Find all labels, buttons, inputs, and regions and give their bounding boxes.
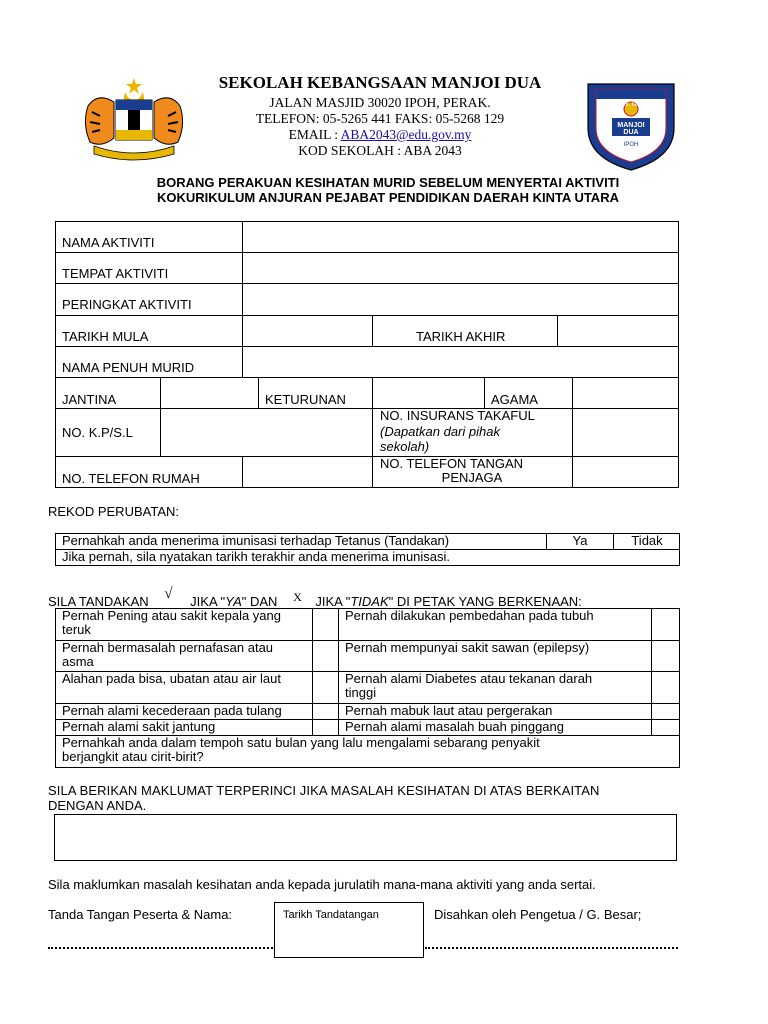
rekod-perubatan-heading: REKOD PERUBATAN: xyxy=(48,504,179,519)
tetanus-tidak-option[interactable]: Tidak xyxy=(631,533,663,548)
condition-left-4-checkbox[interactable] xyxy=(313,704,338,719)
condition-left-5-checkbox[interactable] xyxy=(313,720,338,735)
check-symbol: √ xyxy=(164,586,173,602)
signature-label: Tanda Tangan Peserta & Nama: xyxy=(48,907,233,922)
jantina-label: JANTINA xyxy=(62,392,117,407)
condition-right-5-checkbox[interactable] xyxy=(652,720,679,735)
keturunan-field[interactable] xyxy=(373,378,483,408)
condition-right-5: Pernah alami masalah buah pinggang xyxy=(345,719,564,734)
no-telefon-rumah-field[interactable] xyxy=(243,457,371,487)
nama-penuh-murid-field[interactable] xyxy=(243,347,678,377)
no-kp-field[interactable] xyxy=(161,409,371,455)
condition-left-4: Pernah alami kecederaan pada tulang xyxy=(62,703,282,718)
tetanus-date-prompt: Jika pernah, sila nyatakan tarikh terakhir anda menerima imunisasi. xyxy=(62,549,451,564)
condition-right-2: Pernah mempunyai sakit sawan (epilepsy) xyxy=(345,640,590,655)
no-insurans-label: NO. INSURANS TAKAFUL xyxy=(380,408,535,423)
signature-dotted-line-left[interactable] xyxy=(48,947,273,949)
condition-right-1-checkbox[interactable] xyxy=(652,609,679,640)
form-title-line-2: KOKURIKULUM ANJURAN PEJABAT PENDIDIKAN DAERAH KINTA UTARA xyxy=(157,190,619,205)
jantina-field[interactable] xyxy=(161,378,257,408)
condition-right-3-checkbox[interactable] xyxy=(652,672,679,703)
tarikh-akhir-field[interactable] xyxy=(558,316,678,346)
insurans-note-1: (Dapatkan dari pihak xyxy=(380,424,500,439)
email-label: EMAIL : xyxy=(288,127,341,142)
condition-infectious-disease[interactable] xyxy=(62,736,540,764)
notice-text: Sila maklumkan masalah kesihatan anda kepada jurulatih mana-mana aktiviti yang anda sertai. xyxy=(48,877,596,892)
tarikh-mula-label: TARIKH MULA xyxy=(62,329,149,344)
peringkat-aktiviti-label: PERINGKAT AKTIVITI xyxy=(62,297,192,312)
details-instruction-line-2: DENGAN ANDA. xyxy=(48,798,147,813)
instruction-part-1: SILA TANDAKAN xyxy=(48,594,149,609)
tarikh-mula-field[interactable] xyxy=(243,316,371,346)
crest-name-text-2: DUA xyxy=(623,129,639,136)
nama-aktiviti-field[interactable] xyxy=(243,222,678,252)
school-crest-logo xyxy=(582,78,680,172)
instruction-tidak-word: TIDAK xyxy=(350,594,389,609)
agama-field[interactable] xyxy=(573,378,678,408)
condition-right-4-checkbox[interactable] xyxy=(652,704,679,719)
nama-aktiviti-label: NAMA AKTIVITI xyxy=(62,235,155,250)
form-title-line-1: BORANG PERAKUAN KESIHATAN MURID SEBELUM MENYERTAI AKTIVITI xyxy=(156,175,620,190)
cross-symbol: X xyxy=(293,590,302,604)
school-code: KOD SEKOLAH : ABA 2043 xyxy=(298,143,462,158)
condition-right-3-line-1: Pernah alami Diabetes atau tekanan darah xyxy=(345,671,593,686)
school-email-line xyxy=(200,127,560,143)
no-telefon-tangan-label-2: PENJAGA xyxy=(441,470,503,485)
condition-right-3 xyxy=(345,672,592,700)
details-instruction-line-1: SILA BERIKAN MAKLUMAT TERPERINCI JIKA MASALAH KESIHATAN DI ATAS BERKAITAN xyxy=(48,783,600,798)
school-phone: TELEFON: 05-5265 441 FAKS: 05-5268 129 xyxy=(255,111,505,126)
no-telefon-tangan-field[interactable] xyxy=(573,457,678,487)
crest-top-text: SEK. KEB. xyxy=(618,102,644,108)
school-address: JALAN MASJID 30020 IPOH, PERAK. xyxy=(269,95,491,110)
tempat-aktiviti-label: TEMPAT AKTIVITI xyxy=(62,266,169,281)
tetanus-ya-option[interactable]: Ya xyxy=(572,533,588,548)
instruction-part-5: " DI PETAK YANG BERKENAAN: xyxy=(388,594,582,609)
condition-left-2-line-2: asma xyxy=(62,654,94,669)
instruction-part-2: JIKA " xyxy=(190,594,226,609)
condition-right-1: Pernah dilakukan pembedahan pada tubuh xyxy=(345,608,594,623)
email-link[interactable]: ABA2043@edu.gov.my xyxy=(340,127,472,142)
condition-left-2-checkbox[interactable] xyxy=(313,641,338,671)
tetanus-question: Pernahkah anda menerima imunisasi terhadap Tetanus (Tandakan) xyxy=(62,533,450,548)
condition-left-1-line-1: Pernah Pening atau sakit kepala yang xyxy=(62,608,281,623)
nama-penuh-murid-label: NAMA PENUH MURID xyxy=(62,360,195,375)
details-textarea[interactable] xyxy=(54,814,677,861)
condition-right-2-checkbox[interactable] xyxy=(652,641,679,671)
instruction-part-4: JIKA " xyxy=(315,594,351,609)
insurans-note-2: sekolah) xyxy=(380,439,430,454)
condition-right-3-line-2: tinggi xyxy=(345,685,377,700)
no-telefon-rumah-label: NO. TELEFON RUMAH xyxy=(62,471,200,486)
condition-left-3-checkbox[interactable] xyxy=(313,672,338,703)
condition-right-4: Pernah mabuk laut atau pergerakan xyxy=(345,703,553,718)
condition-left-2 xyxy=(62,641,273,669)
condition-left-2-line-1: Pernah bermasalah pernafasan atau xyxy=(62,640,274,655)
condition-left-1-checkbox[interactable] xyxy=(313,609,338,640)
malaysia-coat-of-arms-logo xyxy=(78,76,190,164)
crest-city-text: IPOH xyxy=(623,142,639,148)
keturunan-label: KETURUNAN xyxy=(265,392,346,407)
tarikh-akhir-label: TARIKH AKHIR xyxy=(416,329,506,344)
condition-left-1-line-2: teruk xyxy=(62,622,91,637)
condition-infectious-line-1: Pernahkah anda dalam tempoh satu bulan yang lalu mengalami sebarang penyakit xyxy=(62,735,540,750)
condition-left-1 xyxy=(62,609,281,637)
tempat-aktiviti-field[interactable] xyxy=(243,253,678,283)
no-insurans-field[interactable] xyxy=(573,409,678,455)
condition-left-5: Pernah alami sakit jantung xyxy=(62,719,216,734)
condition-left-3: Alahan pada bisa, ubatan atau air laut xyxy=(62,671,282,686)
no-telefon-tangan-label-1: NO. TELEFON TANGAN xyxy=(380,456,524,471)
date-signature-box[interactable] xyxy=(274,902,424,958)
peringkat-aktiviti-field[interactable] xyxy=(243,284,678,314)
signature-dotted-line-right[interactable] xyxy=(425,947,678,949)
crest-name-text-1: MANJOI xyxy=(617,122,645,129)
no-kp-label: NO. K.P/S.L xyxy=(62,425,133,440)
approved-by-label: Disahkan oleh Pengetua / G. Besar; xyxy=(434,907,642,922)
condition-infectious-line-2: berjangkit atau cirit-birit? xyxy=(62,749,204,764)
agama-label: AGAMA xyxy=(491,392,538,407)
school-name: SEKOLAH KEBANGSAAN MANJOI DUA xyxy=(218,73,542,92)
date-signature-label: Tarikh Tandatangan xyxy=(283,909,379,921)
instruction-ya-word: YA xyxy=(225,594,242,609)
instruction-part-3: " DAN xyxy=(241,594,278,609)
